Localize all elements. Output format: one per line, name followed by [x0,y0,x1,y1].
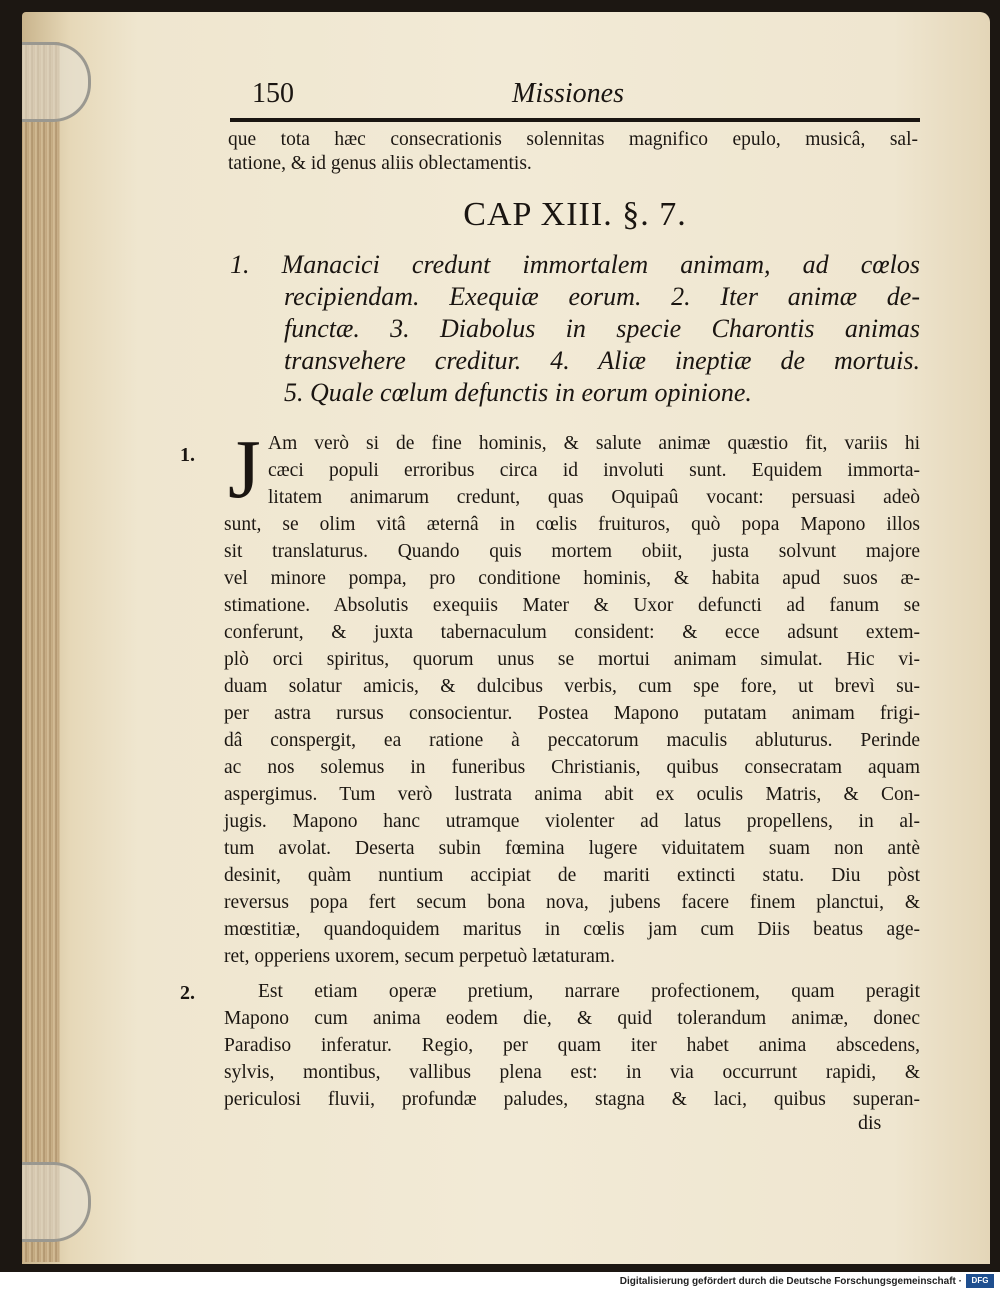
page-number: 150 [252,78,294,109]
paragraph-line: Paradiso inferatur. Regio, per quam iter habet anima abscedens, [224,1035,920,1056]
paragraph-line: jugis. Mapono hanc utramque violenter ad latus propellens, in al- [224,811,920,832]
paragraph-line: Mapono cum anima eodem die, & quid tolerandum animæ, donec [224,1008,920,1029]
chapter-title: CAP XIII. §. 7. [463,196,687,233]
paragraph-line: per astra rursus consocientur. Postea Mapono putatam animam frigi- [224,703,920,724]
catchword: dis [858,1112,882,1134]
paragraph-line: stimatione. Absolutis exequiis Mater & Uxor defuncti ad fanum se [224,595,920,616]
page-edge-stack [22,42,60,1262]
drop-cap: J [228,423,261,516]
chapter-summary-line: functæ. 3. Diabolus in specie Charontis animas [284,314,920,343]
paragraph-line: ac nos solemus in funeribus Christianis, quibus consecratam aquam [224,757,920,778]
paragraph-number: 2. [180,982,195,1004]
paragraph-line: duam solatur amicis, & dulcibus verbis, cum spe fore, ut brevì su- [224,676,920,697]
paragraph-line: sunt, se olim vitâ æternâ in cœlis fruituros, quò popa Mapono illos [224,514,920,535]
chapter-summary-line: recipiendam. Exequiæ eorum. 2. Iter animæ de- [284,282,920,311]
paragraph-line: plò orci spiritus, quorum unus se mortui animam simulat. Hic vi- [224,649,920,670]
page-clip-top [22,42,91,122]
chapter-summary-line: 5. Quale cœlum defunctis in eorum opinione. [284,378,752,407]
page-clip-bottom [22,1162,91,1242]
paragraph-line: desinit, quàm nuntium accipiat de mariti extincti statu. Diu pòst [224,865,920,886]
paragraph-line: dâ conspergit, ea ratione à peccatorum maculis abluturus. Perinde [224,730,920,751]
paragraph-line: reversus popa fert secum bona nova, jubens facere finem planctui, & [224,892,920,913]
chapter-summary-line: 1. Manacici credunt immortalem animam, ad cœlos [230,250,920,279]
paragraph-line: ret, opperiens uxorem, secum perpetuò lætaturam. [224,946,615,967]
paragraph-line: sylvis, montibus, vallibus plena est: in via occurrunt rapidi, & [224,1062,920,1083]
paragraph-line: mœstitiæ, quandoquidem maritus in cœlis jam cum Diis beatus age- [224,919,920,940]
running-head: Missiones [512,78,624,109]
paragraph-line: vel minore pompa, pro conditione hominis, & habita apud suos æ- [224,568,920,589]
paragraph-line: aspergimus. Tum verò lustrata anima abit ex oculis Matris, & Con- [224,784,920,805]
paragraph-line: cæci populi erroribus circa id involuti sunt. Equidem immorta- [268,460,920,481]
paragraph-number: 1. [180,444,195,466]
dfg-logo: DFG [966,1274,994,1288]
page-header [230,78,920,118]
digitization-credit: Digitalisierung gefördert durch die Deutsche Forschungsgemeinschaft · [619,1276,962,1287]
paragraph-line: Est etiam operæ pretium, narrare profectionem, quam peragit [258,981,920,1002]
paragraph-line: litatem animarum credunt, quas Oquipaû vocant: persuasi adeò [268,487,920,508]
chapter-summary-line: transvehere creditur. 4. Aliæ ineptiæ de mortuis. [284,346,920,375]
paragraph-line: Am verò si de fine hominis, & salute animæ quæstio fit, variis hi [268,433,920,454]
paragraph-line: conferunt, & juxta tabernaculum consident: & ecce adsunt extem- [224,622,920,643]
carryover-line: tatione, & id genus aliis oblectamentis. [228,153,532,174]
header-rule [230,118,920,122]
paragraph-line: tum avolat. Deserta subin fœmina lugere viduitatem suam non antè [224,838,920,859]
carryover-line: que tota hæc consecrationis solennitas magnifico epulo, musicâ, sal- [228,129,918,150]
paragraph-line: periculosi fluvii, profundæ paludes, stagna & laci, quibus superan- [224,1089,920,1110]
paragraph-line: sit translaturus. Quando quis mortem obiit, justa solvunt majore [224,541,920,562]
